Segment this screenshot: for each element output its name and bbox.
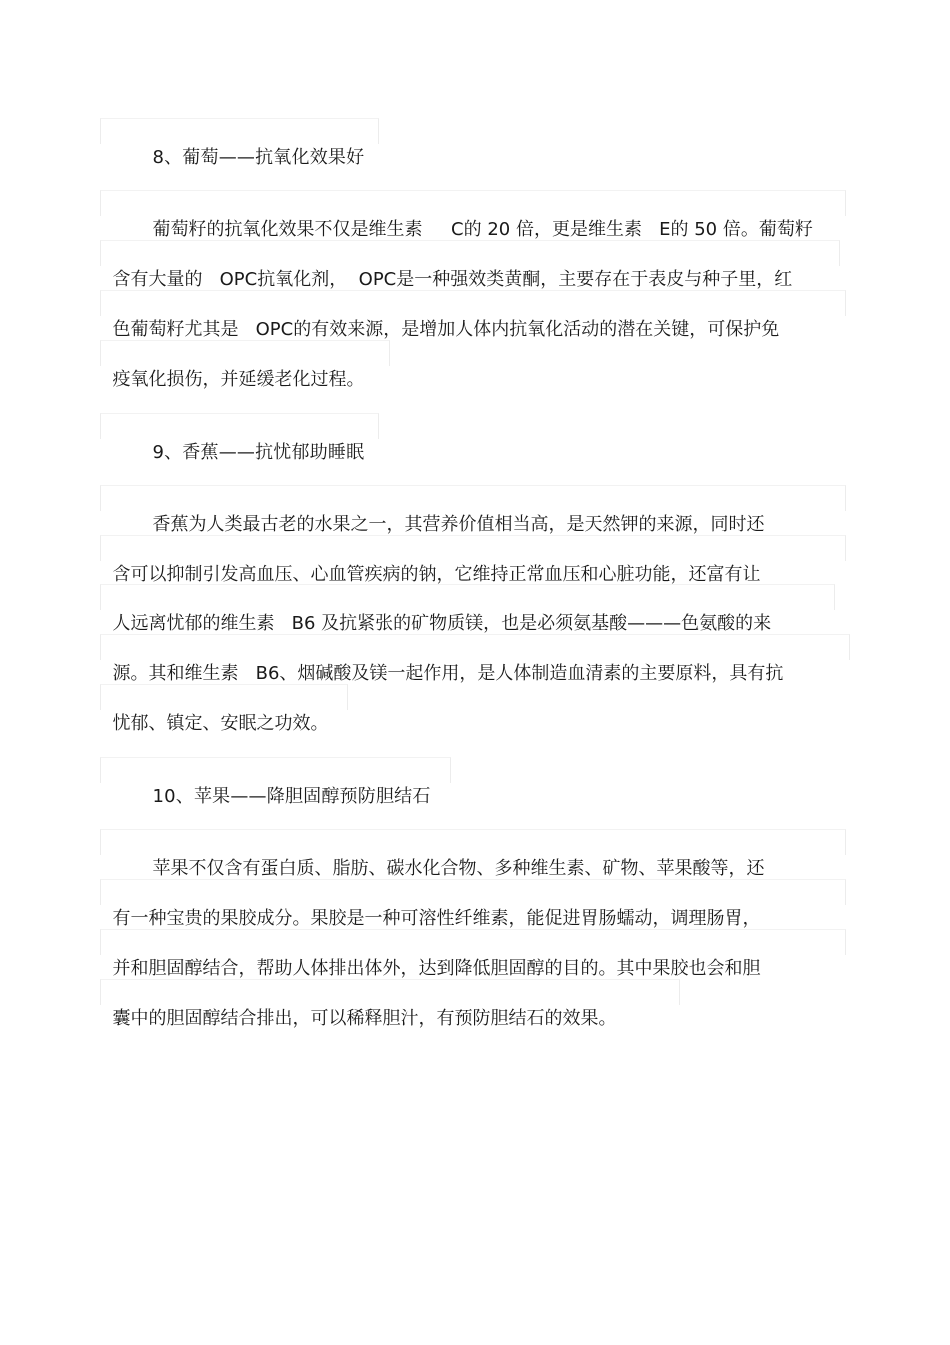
section-9-line-4-text: 源。其和维生素 B6、烟碱酸及镁一起作用，是人体制造血清素的主要原料，具有抗 [112, 663, 784, 684]
section-10-line-3-text: 并和胆固醇结合，帮助人体排出体外，达到降低胆固醇的目的。其中果胶也会和胆 [112, 958, 761, 979]
section-9-line-3-text: 人远离忧郁的维生素 B6 及抗紧张的矿物质镁，也是必须氨基酸———色氨酸的来 [112, 613, 772, 634]
section-9-heading [100, 413, 379, 463]
section-8-paragraph-line-1 [100, 190, 846, 240]
section-9-paragraph-line-2 [100, 535, 846, 585]
section-10-line-1-text: 苹果不仅含有蛋白质、脂肪、碳水化合物、多种维生素、矿物、苹果酸等，还 [152, 858, 765, 879]
section-9-paragraph-line-3 [100, 584, 835, 634]
section-8-heading [100, 118, 379, 168]
section-9-line-2-text: 含可以抑制引发高血压、心血管疾病的钠，它维持正常血压和心脏功能，还富有让 [112, 564, 761, 585]
section-8-paragraph-line-2 [100, 240, 840, 290]
section-10-line-2-text: 有一种宝贵的果胶成分。果胶是一种可溶性纤维素，能促进胃肠蠕动，调理肠胃， [112, 908, 761, 929]
section-10-paragraph-line-3 [100, 929, 846, 979]
section-9-line-5-text: 忧郁、镇定、安眠之功效。 [112, 713, 329, 734]
section-10-paragraph-line-2 [100, 879, 846, 929]
section-9-line-1-text: 香蕉为人类最古老的水果之一，其营养价值相当高，是天然钾的来源，同时还 [152, 514, 765, 535]
section-10-line-4-text: 囊中的胆固醇结合排出，可以稀释胆汁，有预防胆结石的效果。 [112, 1008, 617, 1029]
section-10-heading-text: 10、苹果——降胆固醇预防胆结石 [152, 786, 431, 807]
section-9-paragraph-line-4 [100, 634, 850, 684]
section-8-line-3-text: 色葡萄籽尤其是 OPC的有效来源，是增加人体内抗氧化活动的潜在关键，可保护免 [112, 319, 780, 340]
section-9-paragraph-line-5 [100, 684, 348, 734]
section-8-paragraph-line-3 [100, 290, 846, 340]
section-8-line-2-text: 含有大量的 OPC抗氧化剂， OPC是一种强效类黄酮，主要存在于表皮与种子里，红 [112, 269, 793, 290]
section-8-line-1-text: 葡萄籽的抗氧化效果不仅是维生素 C的 20 倍，更是维生素 E的 50 倍。葡萄籽 [152, 219, 813, 240]
section-8-line-4-text: 疫氧化损伤，并延缓老化过程。 [112, 369, 365, 390]
section-9-heading-text: 9、香蕉——抗忧郁助睡眠 [152, 442, 365, 463]
section-8-heading-text: 8、葡萄——抗氧化效果好 [152, 147, 365, 168]
section-10-paragraph-line-1 [100, 829, 846, 879]
section-10-paragraph-line-4 [100, 979, 680, 1029]
section-10-heading [100, 757, 451, 807]
section-8-paragraph-line-4 [100, 340, 390, 390]
section-9-paragraph-line-1 [100, 485, 846, 535]
